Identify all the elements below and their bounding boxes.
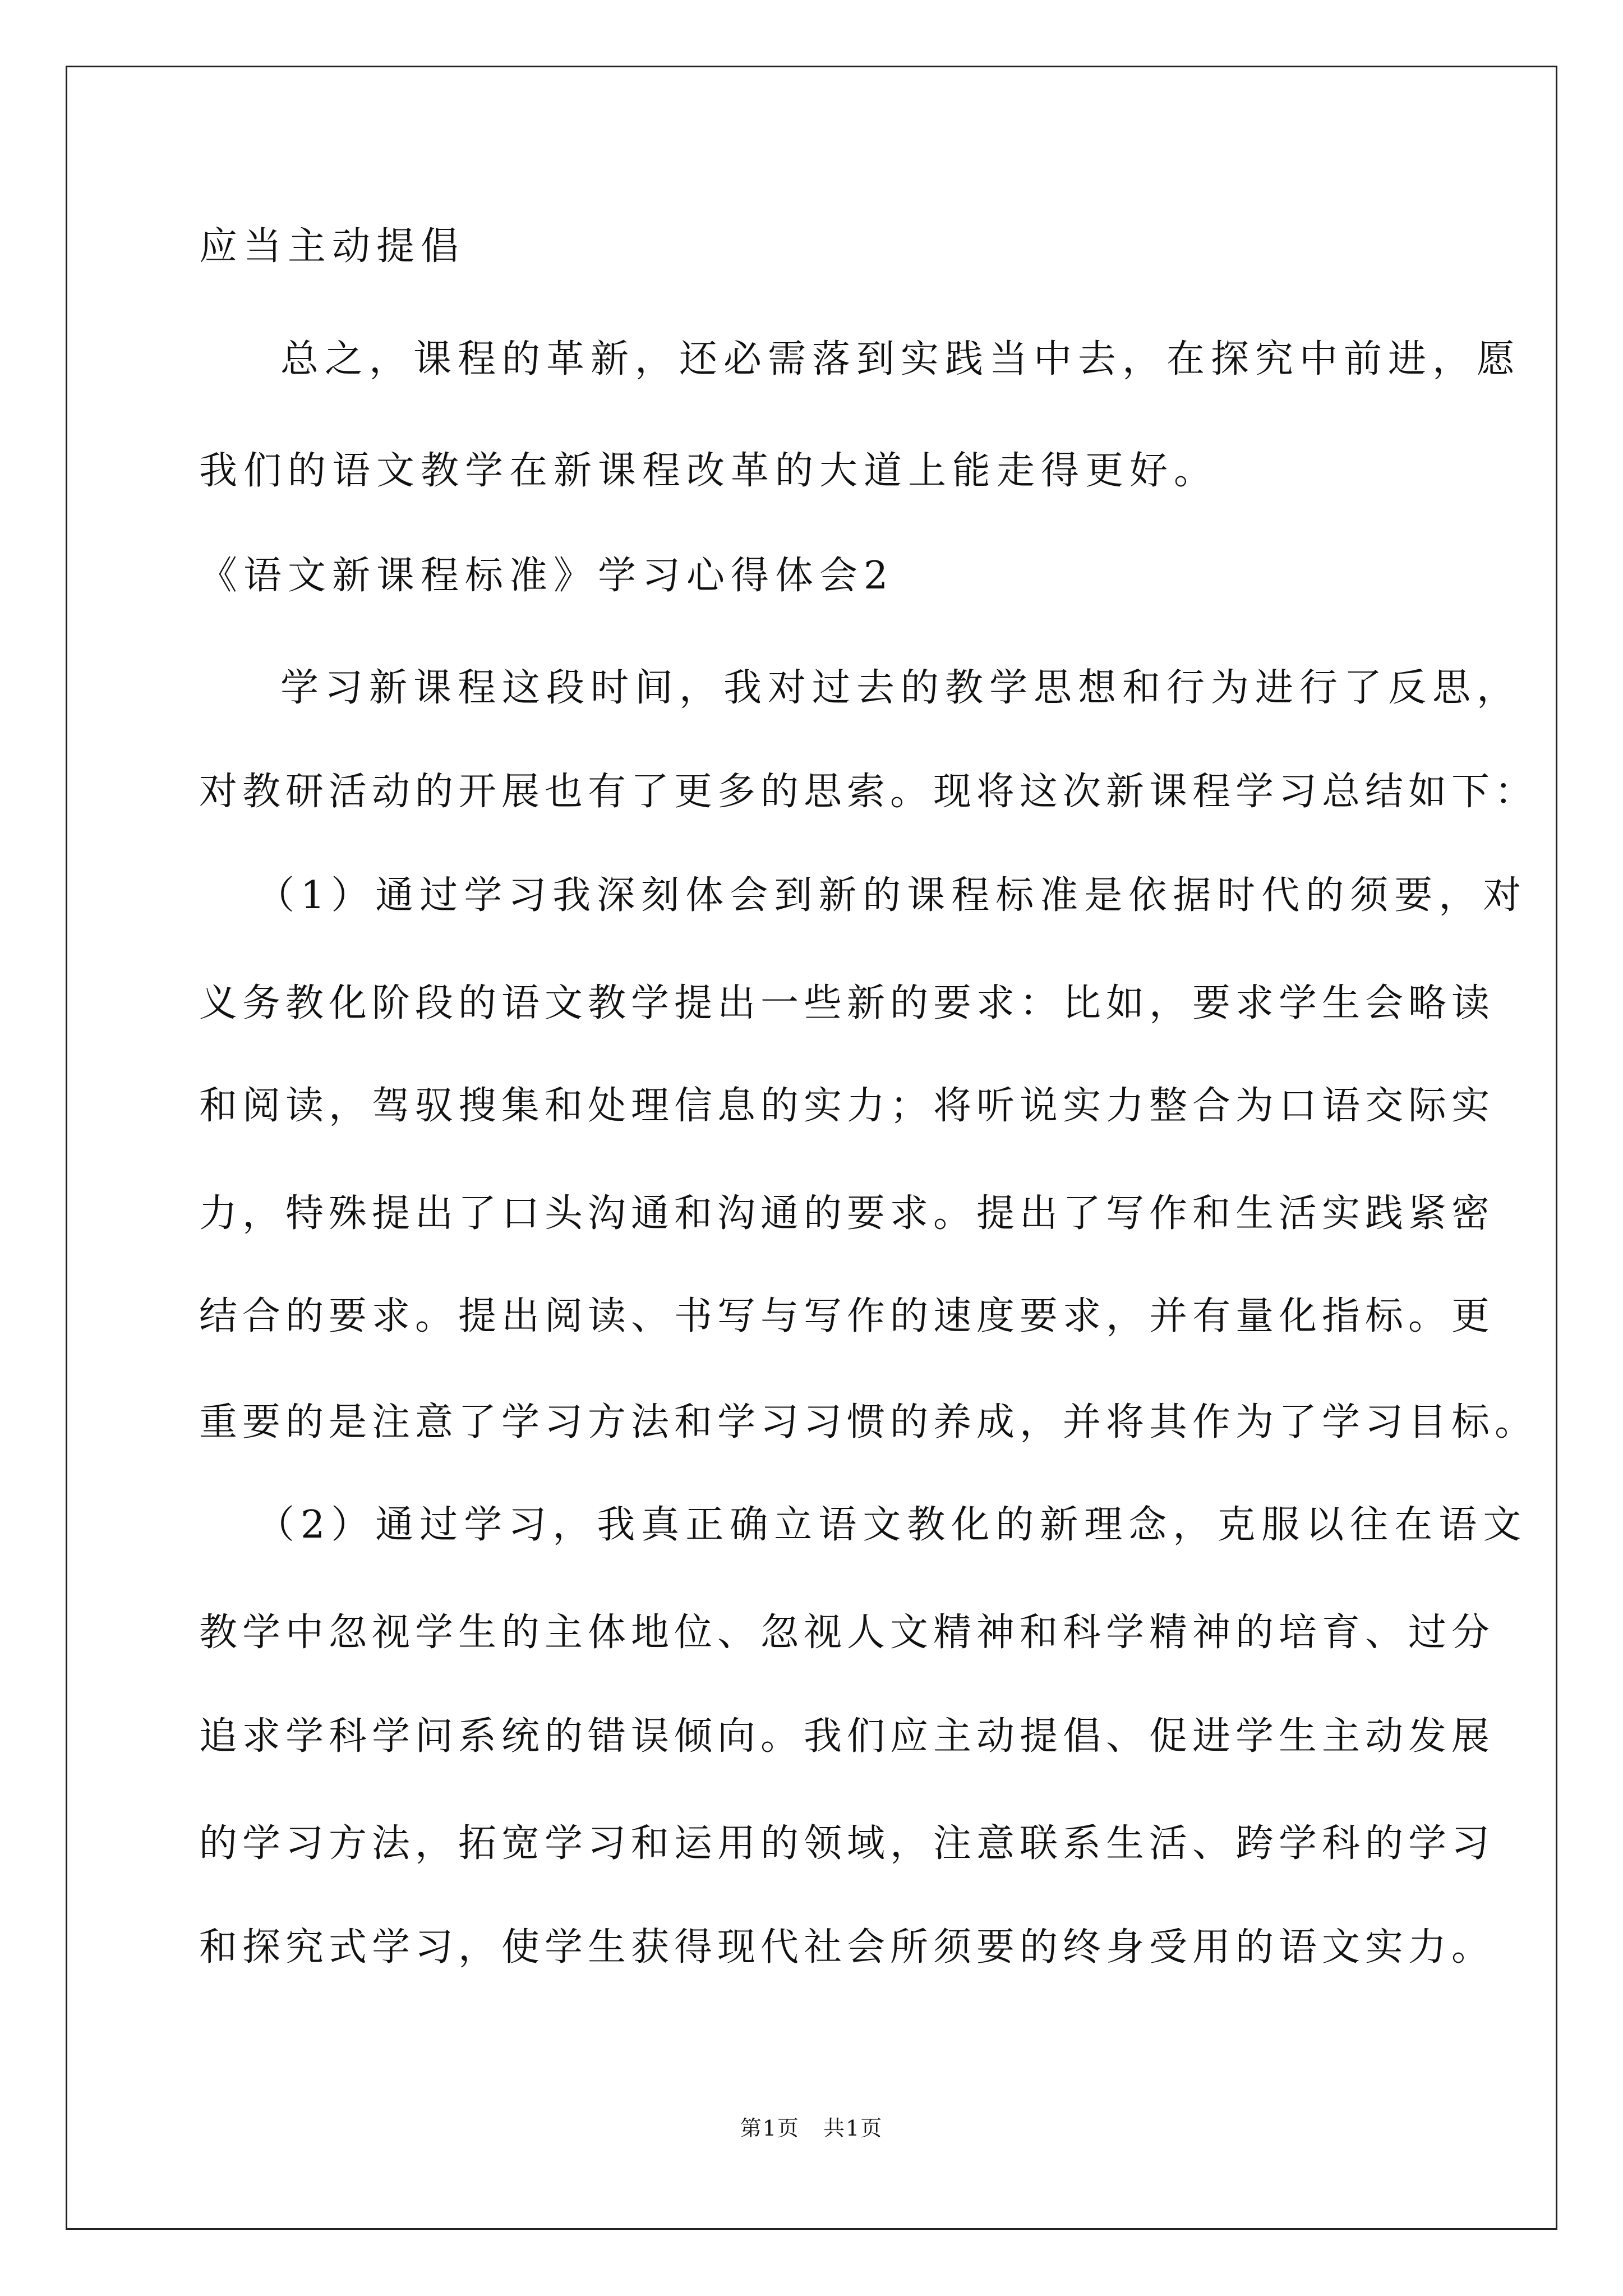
page-number: 第1页 [740, 2116, 800, 2141]
text-line: 学习新课程这段时间，我对过去的教学思想和行为进行了反思， [280, 666, 1521, 710]
page-border [66, 66, 1557, 2230]
text-line: 结合的要求。提出阅读、书写与写作的速度要求，并有量化指标。更 [199, 1294, 1495, 1338]
text-line: 重要的是注意了学习方法和学习习惯的养成，并将其作为了学习目标。 [199, 1400, 1538, 1444]
text-line: 我们的语文教学在新课程改革的大道上能走得更好。 [199, 449, 1219, 493]
text-line: 和探究式学习，使学生获得现代社会所须要的终身受用的语文实力。 [199, 1925, 1495, 1970]
text-line: 力，特殊提出了口头沟通和沟通的要求。提出了写作和生活实践紧密 [199, 1191, 1495, 1236]
text-line: 总之，课程的革新，还必需落到实践当中去，在探究中前进，愿 [280, 337, 1521, 381]
text-line: 教学中忽视学生的主体地位、忽视人文精神和科学精神的培育、过分 [199, 1611, 1495, 1655]
text-line: （1）通过学习我深刻体会到新的课程标准是依据时代的须要，对 [256, 873, 1528, 918]
text-line: 追求学科学问系统的错误倾向。我们应主动提倡、促进学生主动发展 [199, 1714, 1495, 1759]
section-heading: 《语文新课程标准》学习心得体会2 [199, 554, 895, 598]
page-total: 共1页 [823, 2116, 883, 2141]
text-line: 义务教化阶段的语文教学提出一些新的要求：比如，要求学生会略读 [199, 981, 1495, 1025]
text-line: 的学习方法，拓宽学习和运用的领域，注意联系生活、跨学科的学习 [199, 1821, 1495, 1866]
text-line: （2）通过学习，我真正确立语文教化的新理念，克服以往在语文 [256, 1503, 1528, 1547]
text-line: 对教研活动的开展也有了更多的思索。现将这次新课程学习总结如下： [199, 770, 1538, 814]
text-line: 应当主动提倡 [199, 224, 465, 269]
text-line: 和阅读，驾驭搜集和处理信息的实力；将听说实力整合为口语交际实 [199, 1084, 1495, 1128]
page-footer [0, 2118, 1623, 2139]
